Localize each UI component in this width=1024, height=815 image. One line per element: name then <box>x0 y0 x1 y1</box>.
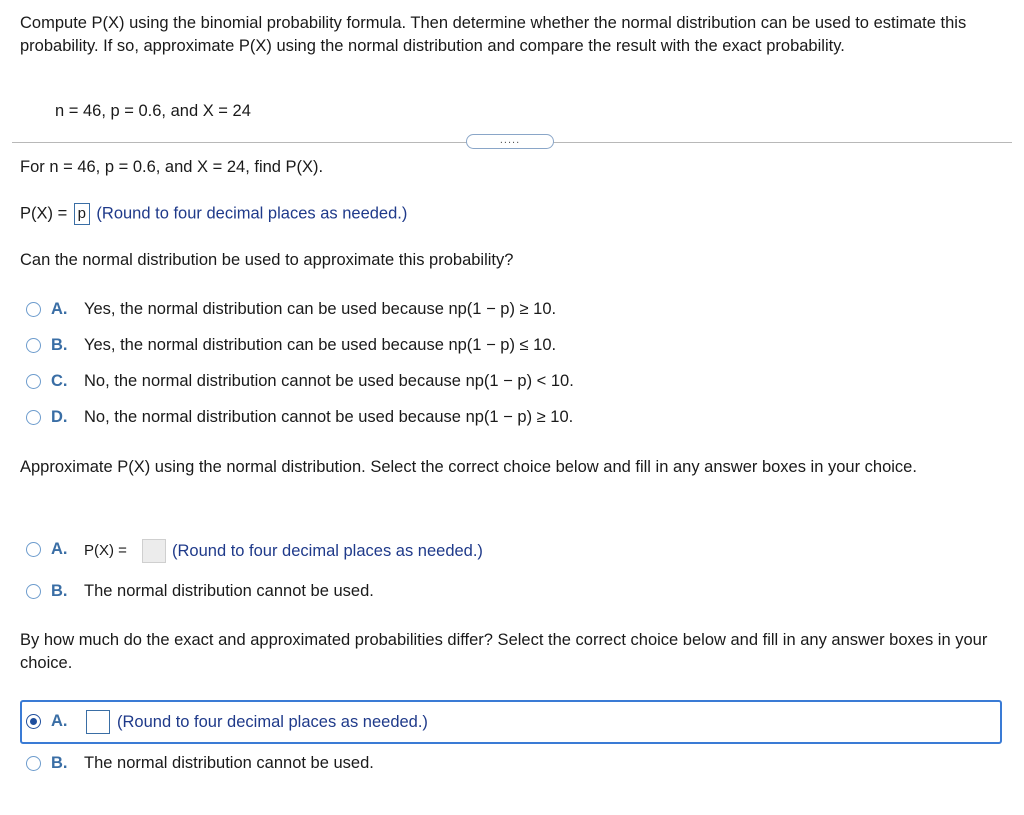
radio-button[interactable] <box>26 542 41 557</box>
option-text: Yes, the normal distribution can be used because np(1 − p) ≥ 10. <box>84 300 557 318</box>
difference-input[interactable] <box>86 710 110 734</box>
radio-button[interactable] <box>26 374 41 389</box>
radio-button[interactable] <box>26 756 41 771</box>
option-text: The normal distribution cannot be used. <box>84 754 374 772</box>
option-text: Yes, the normal distribution can be used because np(1 − p) ≤ 10. <box>84 336 557 354</box>
px-label: P(X) = <box>20 204 68 223</box>
option-text: No, the normal distribution cannot be used because np(1 − p) < 10. <box>84 372 574 390</box>
option-letter: C. <box>51 372 68 390</box>
option-label: P(X) = <box>84 542 127 559</box>
option-letter: A. <box>51 300 68 318</box>
option-letter: B. <box>51 336 68 354</box>
part1-prompt: For n = 46, p = 0.6, and X = 24, find P(X). <box>20 158 324 176</box>
option-text: No, the normal distribution cannot be used because np(1 − p) ≥ 10. <box>84 408 574 426</box>
option-letter: B. <box>51 754 68 772</box>
option-letter: D. <box>51 408 68 426</box>
radio-button[interactable] <box>26 302 41 317</box>
part4-prompt: By how much do the exact and approximated probabilities differ? Select the correct choice below and fill in any answer boxes in your choice. <box>20 631 988 672</box>
part3-prompt: Approximate P(X) using the normal distribution. Select the correct choice below and fill in any answer boxes in your choice. <box>20 458 917 476</box>
round-note: (Round to four decimal places as needed.) <box>96 204 408 223</box>
radio-button-selected[interactable] <box>26 714 41 729</box>
radio-button[interactable] <box>26 338 41 353</box>
option-text: The normal distribution cannot be used. <box>84 582 374 600</box>
radio-button[interactable] <box>26 584 41 599</box>
normal-approx-input[interactable] <box>142 539 166 563</box>
given-values: n = 46, p = 0.6, and X = 24 <box>55 102 251 120</box>
option-letter: B. <box>51 582 68 600</box>
option-letter: A. <box>51 712 68 730</box>
round-note: (Round to four decimal places as needed.) <box>172 542 483 560</box>
expand-button[interactable]: ..... <box>466 134 554 149</box>
px-answer-box[interactable]: p <box>74 203 90 225</box>
part1-answer-row <box>20 203 407 225</box>
option-letter: A. <box>51 540 68 558</box>
round-note: (Round to four decimal places as needed.) <box>117 713 428 731</box>
radio-button[interactable] <box>26 410 41 425</box>
part2-prompt: Can the normal distribution be used to approximate this probability? <box>20 251 514 269</box>
question-intro: Compute P(X) using the binomial probability formula. Then determine whether the normal distribution can be used to estimate this probability. If so, approximate P(X) using the normal distribution and compare the result with the exact probability. <box>20 14 967 55</box>
